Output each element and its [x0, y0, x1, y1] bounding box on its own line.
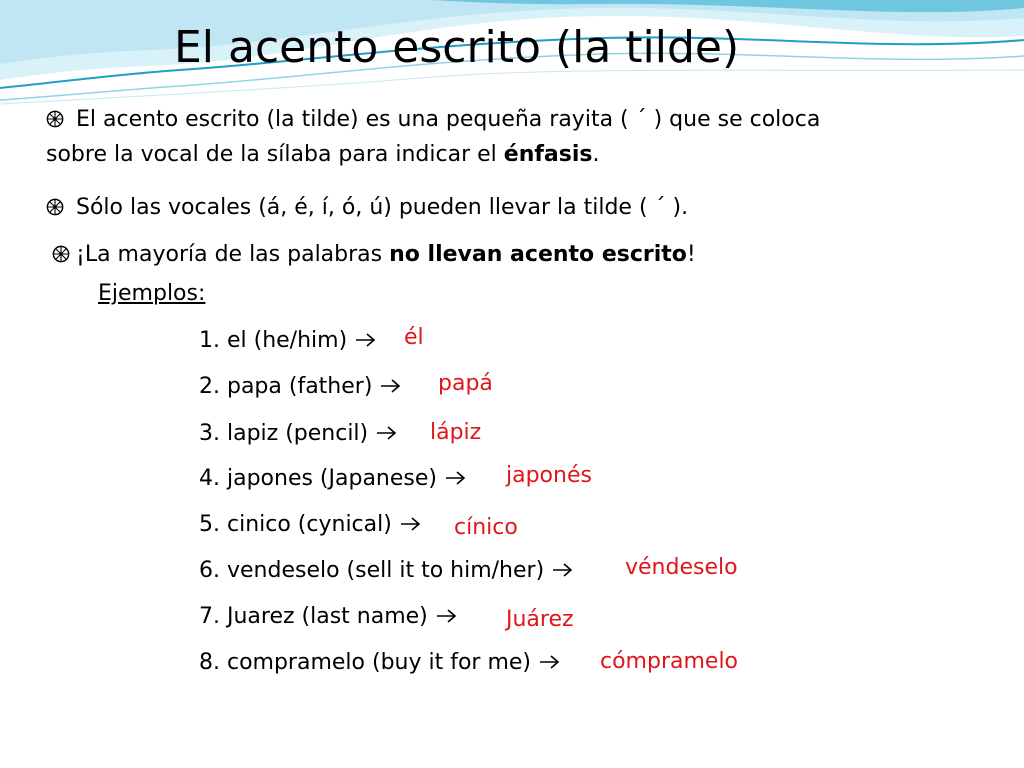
- example-answer-3: lápiz: [430, 420, 482, 445]
- bullet-text: !: [686, 242, 696, 267]
- example-answer-8: cómpramelo: [600, 649, 739, 674]
- right-arrow-icon: [400, 516, 422, 532]
- example-8: [199, 645, 561, 680]
- example-answer-5: cínico: [454, 515, 518, 540]
- example-answer-1: él: [404, 325, 424, 350]
- example-7: [199, 599, 458, 634]
- example-answer-6: véndeselo: [625, 555, 738, 580]
- bullet-vowels: [46, 190, 688, 225]
- example-prompt: 8. compramelo (buy it for me): [199, 650, 532, 675]
- example-prompt: 3. lapiz (pencil): [199, 421, 369, 446]
- right-arrow-icon: [445, 470, 467, 486]
- bullet-text: El acento escrito (la tilde) es una pequeña rayita ( ´ ) que se coloca: [76, 107, 821, 132]
- example-prompt: 6. vendeselo (sell it to him/her): [199, 558, 545, 583]
- example-answer-2: papá: [438, 371, 493, 396]
- emphasis-word: énfasis: [503, 142, 593, 167]
- bullet-majority: [52, 237, 696, 272]
- bullet-text: Sólo las vocales (á, é, í, ó, ú) pueden llevar la tilde ( ´ ).: [76, 195, 689, 220]
- emphasis-phrase: no llevan acento escrito: [389, 242, 687, 267]
- example-prompt: 2. papa (father): [199, 374, 373, 399]
- example-2: [199, 369, 402, 404]
- right-arrow-icon: [436, 608, 458, 624]
- right-arrow-icon: [376, 425, 398, 441]
- bullet-text: sobre la vocal de la sílaba para indicar el: [46, 142, 504, 167]
- bullet-text: ¡La mayoría de las palabras: [76, 242, 390, 267]
- example-answer-7: Juárez: [506, 607, 574, 632]
- right-arrow-icon: [539, 654, 561, 670]
- example-prompt: 4. japones (Japanese): [199, 466, 437, 491]
- flower-bullet-icon: [46, 104, 64, 122]
- right-arrow-icon: [380, 378, 402, 394]
- bullet-accent-definition: [46, 102, 820, 137]
- example-4: [199, 461, 467, 496]
- flower-bullet-icon: [46, 192, 64, 210]
- example-1: [199, 323, 377, 358]
- example-prompt: 1. el (he/him): [199, 328, 348, 353]
- right-arrow-icon: [552, 562, 574, 578]
- examples-label: Ejemplos:: [98, 281, 206, 306]
- example-6: [199, 553, 574, 588]
- bullet-accent-definition-line2: [46, 137, 600, 172]
- flower-bullet-icon: [52, 239, 70, 257]
- example-answer-4: japonés: [506, 463, 592, 488]
- example-prompt: 7. Juarez (last name): [199, 604, 428, 629]
- example-5: [199, 507, 422, 542]
- example-prompt: 5. cinico (cynical): [199, 512, 392, 537]
- right-arrow-icon: [355, 332, 377, 348]
- example-3: [199, 416, 398, 451]
- slide-title: El acento escrito (la tilde): [174, 22, 740, 73]
- bullet-text: .: [592, 142, 600, 167]
